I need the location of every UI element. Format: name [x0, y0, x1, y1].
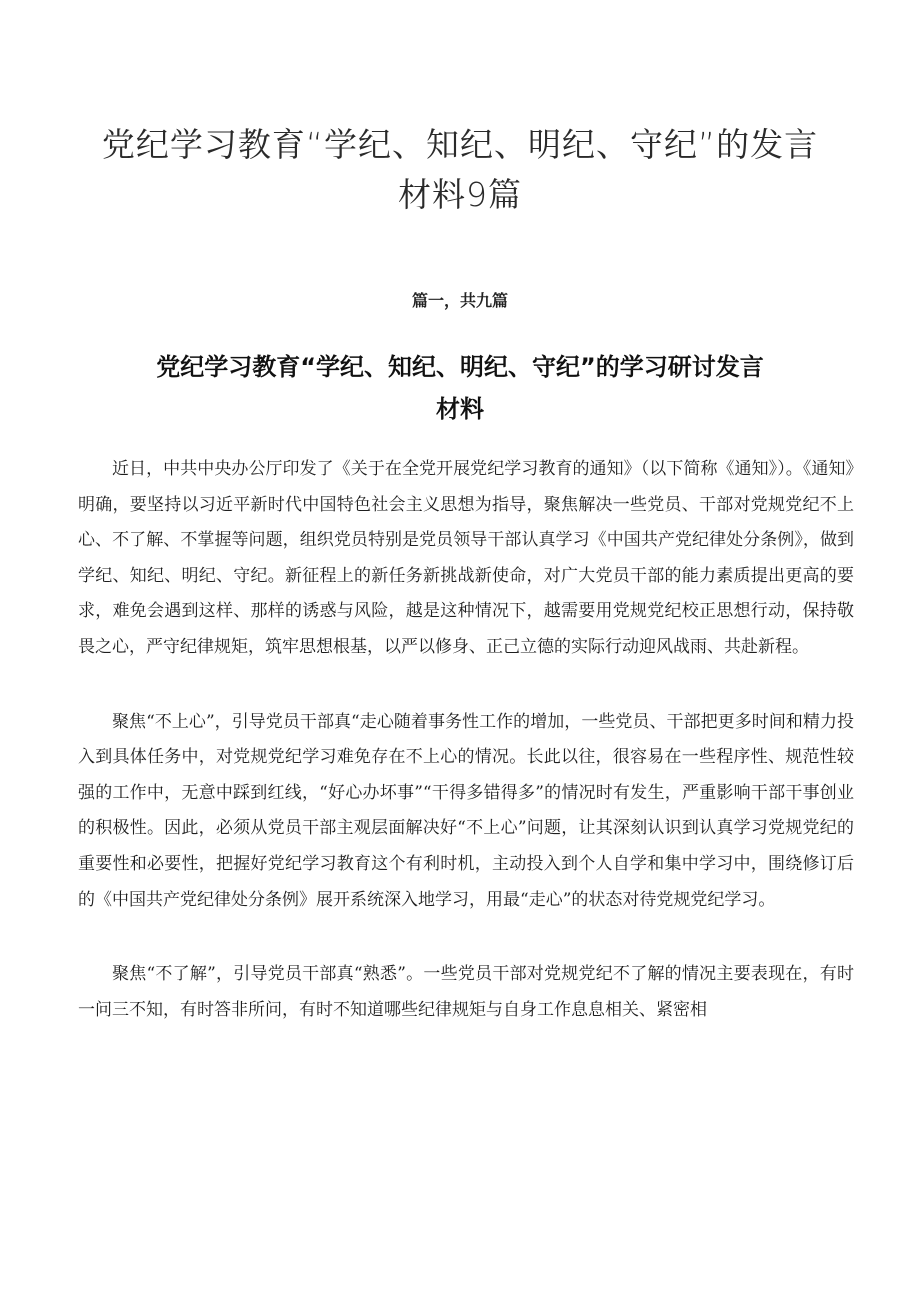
- body-paragraph-2: 聚焦“不上心”，引导党员干部真“走心随着事务性工作的增加，一些党员、干部把更多时间和精力投入到具体任务中，对党规党纪学习难免存在不上心的情况。长此以往，很容易在一些程序性、规范性较强的工作中，无意中踩到红线，“好心办坏事”“干得多错得多”的情况时有发生，严重影响干部干事创业的积极性。因此，必须从党员干部主观层面解决好“不上心”问题，让其深刻认识到认真学习党规党纪的重要性和必要性，把握好党纪学习教育这个有利时机，主动投入到个人自学和集中学习中，围绕修订后的《中国共产党纪律处分条例》展开系统深入地学习，用最“走心”的状态对待党规党纪学习。: [78, 711, 854, 910]
- document-title-line-1: 党纪学习教育“学纪、知纪、明纪、守纪”的发言: [101, 125, 819, 164]
- body-paragraph-1: 近日，中共中央办公厅印发了《关于在全党开展党纪学习教育的通知》（以下简称《通知》）。《通知》明确，要坚持以习近平新时代中国特色社会主义思想为指导，聚焦解决一些党员、干部对党规党纪不上心、不了解、不掌握等问题，组织党员特别是党员领导干部认真学习《中国共产党纪律处分条例》，做到学纪、知纪、明纪、守纪。新征程上的新任务新挑战新使命，对广大党员干部的能力素质提出更高的要求，难免会遇到这样、那样的诱惑与风险，越是这种情况下，越需要用党规党纪校正思想行动，保持敬畏之心，严守纪律规矩，筑牢思想根基，以严以修身、正己立德的实际行动迎风战雨、共赴新程。: [78, 459, 854, 657]
- section-label: 篇一，共九篇: [411, 291, 508, 310]
- article-title: [100, 346, 820, 430]
- article-title-line-1: 党纪学习教育“学纪、知纪、明纪、守纪”的学习研讨发言: [156, 353, 764, 381]
- document-title-line-2: 材料9篇: [398, 175, 522, 214]
- article-title-line-2: 材料: [436, 395, 484, 423]
- document-title: [80, 120, 840, 220]
- article-body: [78, 452, 854, 1067]
- body-paragraph-3: 聚焦“不了解”，引导党员干部真“熟悉”。一些党员干部对党规党纪不了解的情况主要表现在，有时一问三不知，有时答非所问，有时不知道哪些纪律规矩与自身工作息息相关、紧密相: [78, 964, 854, 1020]
